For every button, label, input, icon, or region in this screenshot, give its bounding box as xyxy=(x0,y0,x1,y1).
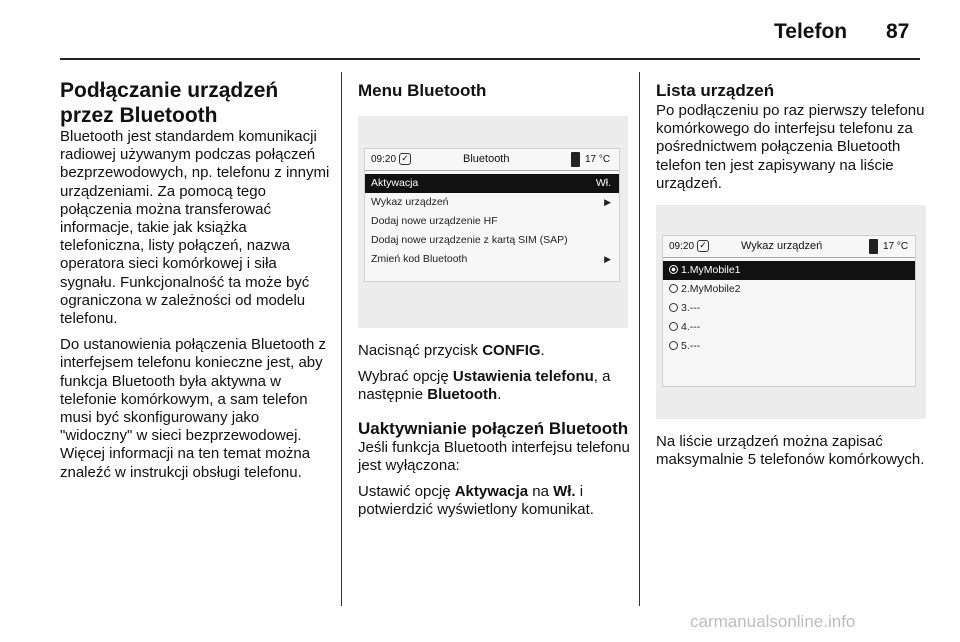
radio-selected-icon xyxy=(669,265,678,274)
radio-icon xyxy=(669,341,678,350)
menu-item-value: Wł. xyxy=(595,177,611,189)
paragraph-device-list-limit: Na liście urządzeń można zapisać maksymalnie 5 telefonów komórkowych. xyxy=(656,433,925,469)
device-list-screenshot xyxy=(656,205,926,419)
section-heading-device-list: Lista urządzeń xyxy=(656,81,775,100)
menu-item-activation[interactable] xyxy=(365,174,619,193)
screen-title: Bluetooth xyxy=(463,153,510,165)
device-label: 3.--- xyxy=(681,302,701,315)
subheading-activate-bluetooth: Uaktywnianie połączeń Bluetooth xyxy=(358,418,629,438)
menu-item-label: Aktywacja xyxy=(371,177,419,189)
device-label: 2.MyMobile2 xyxy=(681,283,741,296)
screen-time: 09:20 xyxy=(669,241,695,253)
section-heading-bluetooth-pairing: Podłączanie urządzeń przez Bluetooth xyxy=(60,79,279,127)
column-1 xyxy=(60,74,330,490)
column-2 xyxy=(358,74,630,527)
screen-status-bar xyxy=(365,149,619,171)
device-label: 1.MyMobile1 xyxy=(681,264,741,277)
display-screen xyxy=(364,148,620,282)
arrow-right-icon: ▶ xyxy=(604,254,611,264)
arrow-right-icon: ▶ xyxy=(604,197,611,207)
screen-title: Wykaz urządzeń xyxy=(741,240,823,253)
screen-status-bar xyxy=(663,236,915,258)
menu-item-device-list[interactable] xyxy=(365,193,619,212)
screen-temperature: 17 °C xyxy=(883,241,909,253)
instruction-step-1: Nacisnąć przycisk CONFIG. xyxy=(358,342,545,359)
phone-icon xyxy=(571,152,580,167)
paragraph-bluetooth-requirements: Do ustanowienia połączenia Bluetooth z interfejsem telefonu konieczne jest, aby funkcja Bluetooth była aktywna w telefonie komórkowym, a sam telefon musi być skonfigurowany jako "widoczny" w sieci bezprzewodowej. Więcej informacji na ten temat można znaleźć w instrukcji obsługi telefonu. xyxy=(60,336,327,481)
paragraph-device-list-intro: Po podłączeniu po raz pierwszy telefonu komórkowego do interfejsu telefonu za pośrednictwem połączenia Bluetooth telefon ten jest zapisywany na liście urządzeń. xyxy=(656,102,925,192)
column-divider-1 xyxy=(341,72,342,606)
menu-item-change-bluetooth-code[interactable] xyxy=(365,250,619,269)
device-item-2[interactable] xyxy=(663,280,915,299)
checkmark-icon: ✓ xyxy=(697,240,709,252)
instruction-step-3: Ustawić opcję Aktywacja na Wł. i potwierdzić wyświetlony komunikat. xyxy=(358,483,594,519)
device-item-5[interactable] xyxy=(663,337,915,356)
display-screen xyxy=(662,235,916,387)
menu-item-add-hf-device[interactable] xyxy=(365,212,619,231)
instruction-step-2: Wybrać opcję Ustawienia telefonu, a następnie Bluetooth. xyxy=(358,368,611,404)
radio-icon xyxy=(669,303,678,312)
bluetooth-menu-screenshot xyxy=(358,116,628,328)
screen-temperature: 17 °C xyxy=(585,154,611,165)
radio-icon xyxy=(669,284,678,293)
column-3 xyxy=(656,74,926,477)
watermark: carmanualsonline.info xyxy=(690,612,856,631)
device-label: 5.--- xyxy=(681,340,701,353)
device-item-3[interactable] xyxy=(663,299,915,318)
paragraph-bluetooth-disabled: Jeśli funkcja Bluetooth interfejsu telefonu jest wyłączona: xyxy=(358,438,630,474)
paragraph-bluetooth-intro: Bluetooth jest standardem komunikacji radiowej używanym podczas połączeń bezprzewodowych, np. telefonu z innymi urządzeniami. Za pomocą tego połączenia można transferować informacje, takie jak książka telefoniczna, listy połączeń, nazwa operatora sieci komórkowej i siła sygnału. Funkcjonalność ta może być ograniczona w zależności od modelu telefonu. xyxy=(60,128,330,328)
checkmark-icon: ✓ xyxy=(399,153,411,165)
device-label: 4.--- xyxy=(681,321,701,334)
header-rule xyxy=(60,58,920,60)
menu-item-label: Zmień kod Bluetooth xyxy=(371,253,468,265)
phone-icon xyxy=(869,239,878,254)
section-heading-bluetooth-menu: Menu Bluetooth xyxy=(358,81,487,100)
column-divider-2 xyxy=(639,72,640,606)
page-header-title: Telefon xyxy=(774,20,848,43)
page-number: 87 xyxy=(886,20,910,43)
menu-item-label: Wykaz urządzeń xyxy=(371,196,449,208)
radio-icon xyxy=(669,322,678,331)
menu-item-add-sap-device[interactable] xyxy=(365,231,619,250)
screen-time: 09:20 xyxy=(371,154,397,165)
device-item-4[interactable] xyxy=(663,318,915,337)
menu-item-label: Dodaj nowe urządzenie HF xyxy=(371,215,498,227)
device-item-1[interactable] xyxy=(663,261,915,280)
menu-item-label: Dodaj nowe urządzenie z kartą SIM (SAP) xyxy=(371,234,568,246)
